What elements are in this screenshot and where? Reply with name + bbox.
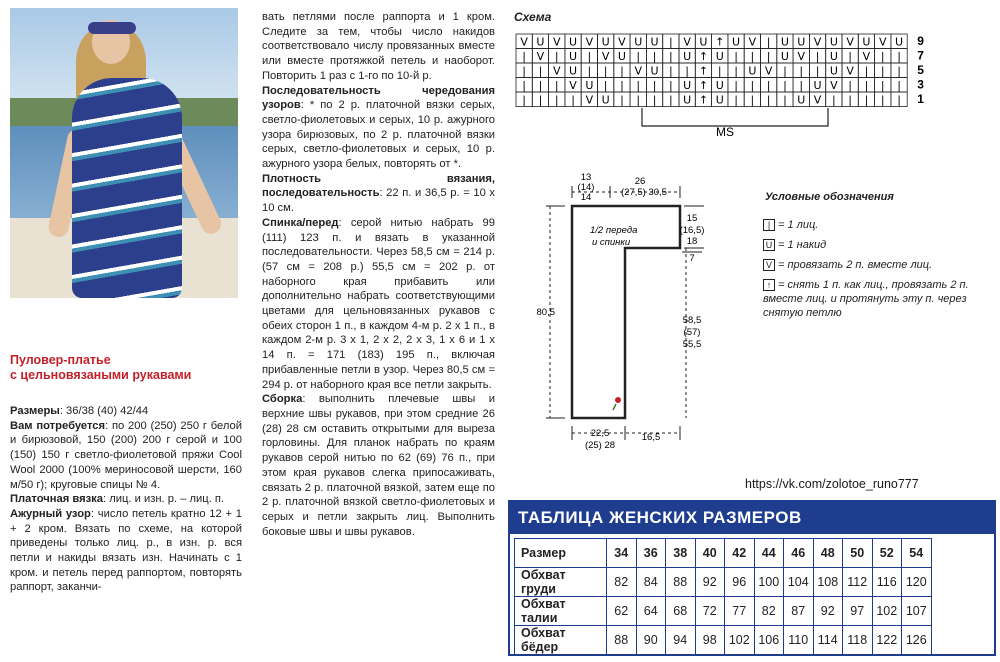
row-label: Обхват груди bbox=[515, 568, 607, 597]
table-cell: 110 bbox=[784, 626, 814, 655]
flower-icon bbox=[615, 397, 621, 403]
chart-symbol: | bbox=[734, 50, 738, 63]
table-cell: 126 bbox=[902, 626, 932, 655]
chart-symbol: | bbox=[766, 50, 771, 63]
chart-symbol: | bbox=[897, 79, 901, 92]
chart-symbol: | bbox=[652, 50, 657, 63]
chart-symbol: U bbox=[797, 35, 806, 49]
dimension-label: (16,5) bbox=[679, 225, 705, 236]
chart-symbol: | bbox=[766, 35, 771, 49]
table-row bbox=[515, 626, 932, 655]
paragraph-heading: Ажурный узор bbox=[10, 507, 91, 520]
legend-text: = 1 накид bbox=[778, 239, 827, 251]
table-cell: 97 bbox=[843, 597, 873, 626]
table-cell: 112 bbox=[843, 568, 873, 597]
table-cell: 50 bbox=[843, 539, 873, 568]
table-cell: 84 bbox=[636, 568, 666, 597]
chart-symbol: | bbox=[636, 93, 641, 107]
chart-symbol: | bbox=[897, 64, 901, 78]
table-cell: 100 bbox=[754, 568, 784, 597]
legend-symbol-icon: | bbox=[763, 219, 775, 231]
row-label: Обхват бёдер bbox=[515, 626, 607, 655]
chart-symbol: | bbox=[522, 64, 527, 78]
chart-symbol: | bbox=[620, 79, 624, 92]
chart-symbol: ↑ bbox=[698, 93, 709, 107]
repeat-label: MS bbox=[716, 125, 734, 139]
paragraph bbox=[10, 507, 242, 595]
chart-symbol: | bbox=[734, 93, 738, 107]
chart-symbol: | bbox=[652, 93, 657, 107]
source-url[interactable]: https://vk.com/zolotoe_runo777 bbox=[745, 477, 919, 491]
chart-symbol: | bbox=[652, 79, 657, 92]
chart-symbol: | bbox=[538, 79, 543, 92]
legend-symbol-icon: U bbox=[763, 239, 775, 251]
chart-symbol: | bbox=[554, 79, 559, 92]
chart-symbol: U bbox=[829, 50, 838, 63]
chart-symbol: V bbox=[830, 79, 838, 92]
chart-symbol: | bbox=[603, 64, 608, 78]
paragraph-heading: Спинка/перед bbox=[262, 216, 339, 229]
chart-symbol: U bbox=[683, 79, 692, 92]
table-cell: 88 bbox=[666, 568, 696, 597]
chart-symbol: | bbox=[783, 79, 787, 92]
paragraph bbox=[262, 84, 495, 172]
chart-symbol: | bbox=[880, 50, 885, 63]
chart-symbol: | bbox=[636, 79, 641, 92]
paragraph-text: : выполнить плечевые швы и верхние швы рукавов, при этом средние 26 (28) 28 см оставить открытыми для выреза горловины. Для планок набрать по краям рукавов серой нитью по 62 (69) 76 п., при этом края рукавов слегка припосаживать, связать 2 р. платочной вязкой, затем еще по 2 р. платочной вязкой светло-фиолетовых и серых и петли закрыть лиц. Выполнить боковые швы и швы рукавов. bbox=[262, 393, 495, 538]
chart-symbol: V bbox=[601, 50, 610, 63]
chart-symbol: | bbox=[815, 50, 820, 63]
chart-symbol: U bbox=[650, 64, 659, 78]
paragraph-text: : * по 2 р. платочной вязки серых, светло-фиолетовых и серых, 10 р. ажурного узора бирюзовых, по 2 р. платочной вязки серых, светло-фиолетовых и серых, 10 р. ажурного узора белых, повторять от *. bbox=[262, 99, 495, 171]
table-cell: 82 bbox=[754, 597, 784, 626]
chart-symbol: V bbox=[569, 79, 577, 92]
chart-symbol: V bbox=[797, 50, 806, 63]
legend-text: = снять 1 п. как лиц., провязать 2 п. вместе лиц. и протянуть эту п. через снятую петлю bbox=[763, 279, 969, 319]
chart-row-number: 1 bbox=[917, 92, 924, 106]
table-cell: 108 bbox=[813, 568, 843, 597]
paragraph bbox=[262, 172, 495, 216]
table-cell: 90 bbox=[636, 626, 666, 655]
chart-row-number: 7 bbox=[917, 48, 924, 63]
title-line-1: Пуловер-платье bbox=[10, 353, 111, 367]
chart-symbol: U bbox=[683, 50, 692, 63]
article-title bbox=[10, 353, 240, 383]
chart-symbol: U bbox=[829, 35, 838, 49]
dimension-label: 18 bbox=[686, 236, 698, 247]
size-table bbox=[508, 500, 996, 656]
chart-symbol: U bbox=[683, 93, 692, 107]
dimension-label: 55,5 bbox=[682, 339, 702, 350]
scheme-label: Схема bbox=[514, 10, 552, 24]
chart-symbol: U bbox=[797, 93, 806, 107]
legend-item bbox=[763, 258, 988, 272]
table-row bbox=[515, 568, 932, 597]
paragraph-heading: Плотность вязания, последовательность bbox=[262, 172, 495, 200]
paragraph bbox=[262, 10, 495, 84]
chart-symbol: ↑ bbox=[698, 50, 709, 63]
chart-symbol: | bbox=[554, 93, 559, 107]
paragraph-text: вать петлями после раппорта и 1 кром. Следите за тем, чтобы число накидов соответствовало числу провязанных вместе или вместе протяжкой петель и наоборот. Повторить 1 раз с 1-го по 10-й р. bbox=[262, 11, 495, 82]
chart-symbol: | bbox=[538, 64, 543, 78]
paragraph bbox=[10, 492, 242, 507]
chart-symbol: U bbox=[601, 35, 610, 49]
chart-symbol: U bbox=[601, 93, 610, 107]
table-cell: 104 bbox=[784, 568, 814, 597]
table-cell: 94 bbox=[666, 626, 696, 655]
text-column-1 bbox=[10, 404, 242, 660]
chart-symbol: | bbox=[831, 93, 836, 107]
knitting-chart bbox=[514, 30, 934, 142]
chart-symbol: U bbox=[715, 93, 724, 107]
chart-symbol: | bbox=[587, 50, 592, 63]
chart-symbol: | bbox=[668, 50, 673, 63]
table-cell: 40 bbox=[695, 539, 725, 568]
chart-symbol: U bbox=[715, 79, 724, 92]
chart-symbol: | bbox=[864, 64, 869, 78]
chart-symbol: | bbox=[554, 50, 559, 63]
chart-symbol: | bbox=[897, 50, 901, 63]
chart-symbol: | bbox=[799, 64, 804, 78]
chart-symbol: ↑ bbox=[715, 35, 725, 49]
chart-symbol: U bbox=[585, 79, 594, 92]
row-label: Размер bbox=[515, 539, 607, 568]
table-cell: 48 bbox=[813, 539, 843, 568]
chart-symbol: | bbox=[522, 93, 527, 107]
chart-symbol: | bbox=[571, 93, 575, 107]
table-cell: 62 bbox=[607, 597, 637, 626]
table-cell: 52 bbox=[872, 539, 902, 568]
chart-symbol: U bbox=[715, 50, 724, 63]
table-cell: 88 bbox=[607, 626, 637, 655]
chart-symbol: | bbox=[668, 79, 673, 92]
table-cell: 107 bbox=[902, 597, 932, 626]
legend-item bbox=[763, 218, 988, 232]
chart-symbol: U bbox=[829, 64, 838, 78]
chart-symbol: U bbox=[634, 35, 643, 49]
dimension-label: (57) bbox=[683, 327, 701, 338]
table-cell: 54 bbox=[902, 539, 932, 568]
chart-symbol: | bbox=[734, 79, 738, 92]
chart-symbol: V bbox=[552, 35, 561, 49]
chart-symbol: V bbox=[764, 64, 773, 78]
chart-symbol: U bbox=[895, 35, 904, 49]
chart-symbol: | bbox=[880, 79, 885, 92]
chart-symbol: ↑ bbox=[698, 79, 709, 92]
paragraph-text: : лиц. и изн. р. – лиц. п. bbox=[103, 493, 225, 506]
chart-symbol: | bbox=[766, 93, 771, 107]
table-cell: 114 bbox=[813, 626, 843, 655]
chart-symbol: | bbox=[864, 93, 869, 107]
chart-symbol: | bbox=[750, 93, 755, 107]
legend-symbol-icon: V bbox=[763, 259, 775, 271]
pattern-outline bbox=[510, 168, 740, 458]
chart-symbol: U bbox=[732, 35, 741, 49]
chart-row-number: 5 bbox=[917, 63, 924, 77]
paragraph bbox=[262, 216, 495, 392]
chart-symbol: | bbox=[848, 93, 853, 107]
paragraph-heading: Сборка bbox=[262, 393, 303, 406]
dimension-label: 80,5 bbox=[536, 307, 555, 318]
chart-symbol: | bbox=[668, 35, 673, 49]
paragraph bbox=[262, 392, 495, 539]
table-cell: 102 bbox=[725, 626, 755, 655]
chart-symbol: V bbox=[683, 35, 691, 49]
chart-symbol: | bbox=[587, 64, 592, 78]
legend bbox=[763, 218, 988, 326]
table-cell: 87 bbox=[784, 597, 814, 626]
table-cell: 96 bbox=[725, 568, 755, 597]
pattern-label: 1/2 переда и спинки bbox=[590, 225, 638, 248]
chart-symbol: | bbox=[799, 79, 804, 92]
chart-symbol: | bbox=[636, 50, 641, 63]
chart-symbol: V bbox=[618, 35, 626, 49]
dimension-label: 14 bbox=[580, 192, 592, 203]
paragraph bbox=[10, 404, 242, 419]
chart-symbol: V bbox=[813, 35, 822, 49]
table-cell: 102 bbox=[872, 597, 902, 626]
table-cell: 77 bbox=[725, 597, 755, 626]
table-row bbox=[515, 597, 932, 626]
chart-symbol: | bbox=[897, 93, 901, 107]
paragraph-text: : по 200 (250) 250 г белой и бирюзовой, 150 (200) 200 г серой и 100 (150) 150 г светло-фиолетовой пряжи Cool Wool 2000 (100% мериносовой шерсти, 160 м/50 г); круговые спицы № 4. bbox=[10, 419, 242, 491]
chart-symbol: | bbox=[603, 79, 608, 92]
title-line-2: с цельновязаными рукавами bbox=[10, 368, 192, 382]
repeat-bracket bbox=[642, 108, 828, 126]
table-cell: 92 bbox=[813, 597, 843, 626]
chart-symbol: V bbox=[813, 93, 822, 107]
chart-symbol: | bbox=[848, 79, 853, 92]
legend-item bbox=[763, 238, 988, 252]
table-cell: 92 bbox=[695, 568, 725, 597]
dimension-label: 7 bbox=[689, 253, 695, 264]
paragraph-text: : 36/38 (40) 42/44 bbox=[59, 405, 149, 417]
dimension-label: 15 bbox=[686, 213, 698, 224]
chart-symbol: ↑ bbox=[698, 64, 709, 78]
chart-symbol: V bbox=[536, 50, 545, 63]
chart-symbol: U bbox=[617, 50, 626, 63]
chart-symbol: U bbox=[780, 35, 789, 49]
dimension-label: (27,5) 30,5 bbox=[621, 187, 667, 198]
chart-symbol: U bbox=[569, 35, 578, 49]
chart-symbol: | bbox=[848, 50, 853, 63]
chart-symbol: U bbox=[569, 50, 578, 63]
table-cell: 64 bbox=[636, 597, 666, 626]
chart-symbol: V bbox=[520, 35, 528, 49]
dimension-label: 26 bbox=[634, 176, 646, 187]
table-cell: 34 bbox=[607, 539, 637, 568]
chart-symbol: V bbox=[585, 93, 594, 107]
dimension-label: 58,5 bbox=[682, 315, 702, 326]
table-cell: 116 bbox=[872, 568, 902, 597]
paragraph-heading: Размеры bbox=[10, 405, 60, 417]
chart-symbol: V bbox=[552, 64, 561, 78]
chart-symbol: U bbox=[536, 35, 545, 49]
paragraph bbox=[10, 419, 242, 493]
chart-symbol: | bbox=[620, 93, 624, 107]
size-table-title: ТАБЛИЦА ЖЕНСКИХ РАЗМЕРОВ bbox=[510, 502, 994, 534]
chart-symbol: V bbox=[748, 35, 757, 49]
chart-symbol: U bbox=[569, 64, 578, 78]
legend-title: Условные обозначения bbox=[765, 191, 894, 203]
dimension-label: 22,5 bbox=[590, 428, 610, 439]
chart-symbol: | bbox=[880, 64, 885, 78]
dimension-label: (25) 28 bbox=[584, 440, 616, 451]
chart-symbol: | bbox=[538, 93, 543, 107]
table-cell: 42 bbox=[725, 539, 755, 568]
table-cell: 120 bbox=[902, 568, 932, 597]
legend-text: = провязать 2 п. вместе лиц. bbox=[778, 259, 933, 271]
chart-symbol: | bbox=[864, 79, 869, 92]
chart-symbol: | bbox=[815, 64, 820, 78]
chart-symbol: V bbox=[585, 35, 594, 49]
chart-symbol: | bbox=[880, 93, 885, 107]
chart-symbol: | bbox=[620, 64, 624, 78]
chart-symbol: | bbox=[766, 79, 771, 92]
chart-symbol: | bbox=[522, 79, 527, 92]
chart-symbol: | bbox=[668, 93, 673, 107]
dimension-label: 16,5 bbox=[641, 432, 661, 443]
row-label: Обхват талии bbox=[515, 597, 607, 626]
paragraph-heading: Последовательность чередования узоров bbox=[262, 84, 495, 112]
legend-item bbox=[763, 278, 988, 320]
legend-text: = 1 лиц. bbox=[778, 219, 819, 231]
table-cell: 46 bbox=[784, 539, 814, 568]
chart-symbol: | bbox=[783, 64, 787, 78]
paragraph-text: : серой нитью набрать 99 (111) 123 п. и вязать в указанной последовательности. Через 58,5 см = 214 р. (57 см = 208 р.) 55,5 см = 202 р. от наборного края прибавить или дополнительно набрать соответствующими цветами для цельновязанных рукавов с обеих сторон 1 п., в каждом 4-м р. 2 х 1 п., в каждом 2-м р. 3 х 1, 2 х 2, 2 х 3, 1 х 6 и 1 х 14 п. = 171 (183) 195 п., включая прибавленные петли в узор. Через 80,5 см = 294 р. от наборного края все петли закрыть. bbox=[262, 216, 495, 391]
table-cell: 82 bbox=[607, 568, 637, 597]
table-cell: 38 bbox=[666, 539, 696, 568]
chart-symbol: U bbox=[780, 50, 789, 63]
chart-symbol: V bbox=[862, 50, 871, 63]
table-cell: 122 bbox=[872, 626, 902, 655]
chart-symbol: | bbox=[750, 79, 755, 92]
paragraph-heading: Вам потребуется bbox=[10, 419, 106, 432]
paragraph-text: : число петель кратно 12 + 1 + 2 кром. Вязать по схеме, на которой приведены только лиц. р., в изн. р. вся петли и накиды вязать изн. Начинать с 1 кром. и петель перед раппортом, повторять раппорт, заканчи- bbox=[10, 507, 242, 594]
chart-symbol: U bbox=[813, 79, 822, 92]
table-cell: 118 bbox=[843, 626, 873, 655]
table-cell: 106 bbox=[754, 626, 784, 655]
table-cell: 98 bbox=[695, 626, 725, 655]
chart-symbol: U bbox=[650, 35, 659, 49]
table-row bbox=[515, 539, 932, 568]
chart-symbol: | bbox=[750, 50, 755, 63]
table-cell: 72 bbox=[695, 597, 725, 626]
table-cell: 36 bbox=[636, 539, 666, 568]
dimension-label: 13 bbox=[580, 172, 592, 183]
chart-symbol: U bbox=[862, 35, 871, 49]
chart-symbol: U bbox=[748, 64, 757, 78]
text-column-2 bbox=[262, 10, 495, 658]
chart-symbol: | bbox=[734, 64, 738, 78]
dimension-label: (14) bbox=[577, 182, 595, 193]
table-cell: 44 bbox=[754, 539, 784, 568]
chart-row-number: 3 bbox=[917, 77, 924, 92]
chart-symbol: | bbox=[717, 64, 722, 78]
chart-symbol: V bbox=[634, 64, 643, 78]
chart-symbol: V bbox=[878, 35, 887, 49]
legend-symbol-icon: ↑ bbox=[763, 279, 775, 291]
chart-row-number: 9 bbox=[917, 34, 924, 48]
chart-symbol: | bbox=[522, 50, 527, 63]
table-cell: 68 bbox=[666, 597, 696, 626]
chart-symbol: U bbox=[699, 35, 708, 49]
chart-symbol: V bbox=[846, 35, 854, 49]
chart-symbol: | bbox=[783, 93, 787, 107]
paragraph-text: : 22 п. и 36,5 р. = 10 х 10 см. bbox=[262, 187, 495, 215]
chart-symbol: | bbox=[668, 64, 673, 78]
chart-symbol: | bbox=[685, 64, 690, 78]
chart-symbol: V bbox=[846, 64, 854, 78]
model-photo bbox=[10, 8, 238, 298]
paragraph-heading: Платочная вязка bbox=[10, 493, 104, 506]
